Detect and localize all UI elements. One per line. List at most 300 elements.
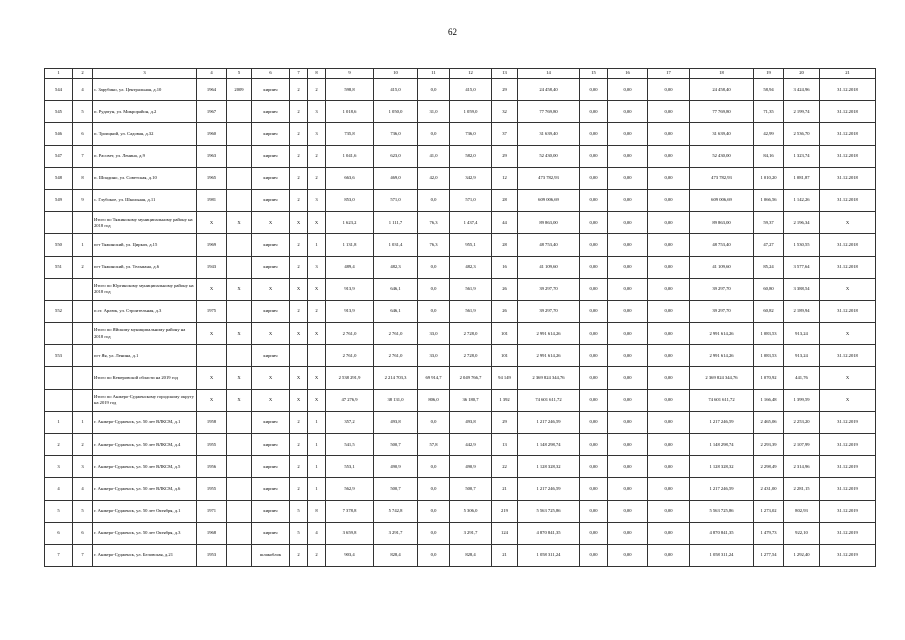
table-cell: 3 [308, 256, 326, 278]
table-cell: 415,0 [450, 79, 492, 101]
table-cell: 0,00 [580, 123, 608, 145]
table-cell: 31.12.2018 [820, 300, 876, 322]
table-cell: 0,00 [608, 278, 648, 300]
table-cell: 8 [308, 500, 326, 522]
table-cell: г. Анжеро-Судженск, ул. 50 лет Октября, д.3 [93, 522, 197, 544]
table-cell [73, 300, 93, 322]
table-cell: 1 323,74 [784, 145, 820, 167]
table-cell: X [252, 323, 290, 345]
table-cell: 623,0 [374, 145, 418, 167]
table-row [45, 278, 876, 300]
table-row [45, 411, 876, 433]
table-row [45, 189, 876, 211]
table-cell: 0,00 [648, 323, 690, 345]
table-cell: 500,7 [374, 434, 418, 456]
column-header: 9 [326, 69, 374, 79]
table-cell: 2 [308, 167, 326, 189]
table-cell [73, 345, 93, 367]
table-cell: 0,00 [648, 101, 690, 123]
table-row [45, 323, 876, 345]
table-cell: 493,8 [374, 411, 418, 433]
table-cell: 1963 [197, 145, 227, 167]
table-cell [45, 212, 73, 234]
table-cell: 2 298,49 [754, 456, 784, 478]
table-cell: 9 [73, 189, 93, 211]
table-cell: 2 [290, 256, 308, 278]
table-cell: 31 639,40 [518, 123, 580, 145]
table-cell: 2 728,0 [450, 345, 492, 367]
table-cell: 0,0 [418, 500, 450, 522]
table-cell: 31.12.2019 [820, 500, 876, 522]
table-cell: 32 [492, 101, 518, 123]
table-cell: 31.12.2018 [820, 167, 876, 189]
table-cell: п. Рассвет, ул. Ленина, д.9 [93, 145, 197, 167]
column-header: 3 [93, 69, 197, 79]
table-cell: 2 761,0 [326, 345, 374, 367]
table-cell [227, 456, 252, 478]
table-cell: 955,1 [450, 234, 492, 256]
table-cell: 442,9 [450, 434, 492, 456]
table-cell: 2 761,0 [374, 323, 418, 345]
table-cell: 2 199,74 [784, 101, 820, 123]
table-cell: X [820, 367, 876, 389]
table-cell: 561,9 [450, 278, 492, 300]
table-cell: 31 639,40 [690, 123, 754, 145]
table-cell: 31.12.2018 [820, 101, 876, 123]
table-cell: 4 [73, 79, 93, 101]
table-cell: 2 253,20 [784, 411, 820, 433]
table-cell: 0,00 [648, 189, 690, 211]
table-cell: 57,8 [418, 434, 450, 456]
table-cell: 2 [290, 145, 308, 167]
table-cell: п. Троицкий, ул. Садовая, д.32 [93, 123, 197, 145]
table-cell: 0,00 [608, 167, 648, 189]
table-cell: 4 [45, 478, 73, 500]
table-cell: 52 430,00 [518, 145, 580, 167]
table-cell: 1965 [197, 167, 227, 189]
table-cell: 6 [73, 123, 93, 145]
table-cell: 0,0 [418, 456, 450, 478]
table-cell: 1 041,6 [326, 145, 374, 167]
table-cell: 0,00 [580, 522, 608, 544]
table-cell: 2 [290, 79, 308, 101]
table-cell: 0,00 [648, 145, 690, 167]
table-cell: X [197, 278, 227, 300]
table-cell: 2 [308, 145, 326, 167]
table-cell: 2 [290, 456, 308, 478]
table-cell [227, 101, 252, 123]
table-cell: X [820, 212, 876, 234]
table-cell: X [290, 367, 308, 389]
column-header: 7 [290, 69, 308, 79]
table-cell: 52 430,00 [690, 145, 754, 167]
table-cell: 31.12.2019 [820, 434, 876, 456]
table-cell: 1975 [197, 300, 227, 322]
table-cell: 31.12.2018 [820, 189, 876, 211]
table-cell: 74 601 611,72 [690, 389, 754, 411]
table-cell: 1 437,4 [450, 212, 492, 234]
table-cell: пгт Тяжинский, ул. Тельмана, д.6 [93, 256, 197, 278]
table-cell: 2 991 614,26 [518, 323, 580, 345]
table-cell: 2009 [227, 79, 252, 101]
table-cell: 3 291,7 [374, 522, 418, 544]
table-cell: 48 753,40 [690, 234, 754, 256]
table-cell: 2 [73, 256, 93, 278]
table-cell: 5 563 725,86 [518, 500, 580, 522]
table-cell: 41 109,60 [518, 256, 580, 278]
table-cell: 1 530,55 [784, 234, 820, 256]
table-cell: 0,00 [580, 323, 608, 345]
table-cell: 736,0 [374, 123, 418, 145]
table-cell: 2 [290, 189, 308, 211]
table-cell: 1 128 328,32 [518, 456, 580, 478]
table-row [45, 212, 876, 234]
table-cell: 12 [492, 167, 518, 189]
table-cell: 1 058 311,24 [518, 544, 580, 566]
column-header: 14 [518, 69, 580, 79]
table-cell: X [197, 389, 227, 411]
table-cell: 2 293,39 [754, 434, 784, 456]
table-cell: 1 010,20 [754, 167, 784, 189]
table-row [45, 522, 876, 544]
table-cell: кирпич [252, 456, 290, 478]
table-cell: 89 863,00 [518, 212, 580, 234]
table-row [45, 300, 876, 322]
table-cell: 342,9 [450, 167, 492, 189]
table-cell: 0,00 [648, 234, 690, 256]
table-cell: 3 [73, 456, 93, 478]
table-cell: 1 217 246,59 [690, 478, 754, 500]
table-cell: 552 [45, 300, 73, 322]
table-cell: 69 914,7 [418, 367, 450, 389]
table-cell: 473 782,93 [518, 167, 580, 189]
table-cell [73, 389, 93, 411]
table-cell [227, 167, 252, 189]
table-row [45, 345, 876, 367]
table-cell: 663,6 [326, 167, 374, 189]
table-cell: 29 [492, 79, 518, 101]
table-cell: 2 214 703,3 [374, 367, 418, 389]
table-cell: 3 577,64 [784, 256, 820, 278]
table-cell: 2 [308, 544, 326, 566]
table-cell: 1 128 328,32 [690, 456, 754, 478]
table-cell: 1 [308, 456, 326, 478]
table-cell: 219 [492, 500, 518, 522]
table-cell: 0,00 [580, 256, 608, 278]
table-cell: 357,2 [326, 411, 374, 433]
table-cell: 1 070,92 [754, 367, 784, 389]
table-cell: 853,0 [326, 189, 374, 211]
table-cell: 913,24 [784, 345, 820, 367]
table-cell: 4 870 841,35 [690, 522, 754, 544]
table-cell: 2 189,94 [784, 300, 820, 322]
table-cell: 0,00 [608, 101, 648, 123]
table-cell: 482,3 [450, 256, 492, 278]
table-cell: 1 083,53 [754, 323, 784, 345]
table-cell: 1967 [197, 101, 227, 123]
column-header: 1 [45, 69, 73, 79]
table-cell: 0,00 [608, 234, 648, 256]
table-cell: 548 [45, 167, 73, 189]
table-cell: 22 [492, 456, 518, 478]
header-row [45, 69, 876, 79]
table-cell: 828,4 [374, 544, 418, 566]
table-cell: 3 659,8 [326, 522, 374, 544]
table-cell: 562,9 [326, 478, 374, 500]
table-cell: 1 [308, 234, 326, 256]
table-cell: X [227, 323, 252, 345]
table-cell: X [290, 389, 308, 411]
table-cell [73, 278, 93, 300]
table-cell [227, 434, 252, 456]
table-row [45, 367, 876, 389]
table-cell: 0,00 [648, 522, 690, 544]
column-header: 5 [227, 69, 252, 79]
table-cell: 0,00 [608, 367, 648, 389]
table-cell: г. Анжеро-Судженск, ул. 50 лет Октября, д.1 [93, 500, 197, 522]
table-cell: 24 458,40 [690, 79, 754, 101]
table-cell: 541,5 [326, 434, 374, 456]
table-cell: 31.12.2018 [820, 145, 876, 167]
table-cell: 31.12.2019 [820, 522, 876, 544]
table-cell [227, 478, 252, 500]
table-cell: 5 563 725,86 [690, 500, 754, 522]
table-cell: 0,0 [418, 522, 450, 544]
table-cell: 500,7 [450, 478, 492, 500]
table-cell: кирпич [252, 500, 290, 522]
table-cell: 646,1 [374, 278, 418, 300]
table-cell: 1 018,6 [326, 101, 374, 123]
table-cell: 21 [492, 544, 518, 566]
table-cell: кирпич [252, 256, 290, 278]
table-cell: 85,24 [754, 256, 784, 278]
table-cell: 29 [492, 145, 518, 167]
table-cell: 0,00 [648, 434, 690, 456]
column-header: 12 [450, 69, 492, 79]
table-cell: г. Анжеро-Судженск, ул. 50 лет ВЛКСМ, д.5 [93, 456, 197, 478]
table-cell: 2 [290, 544, 308, 566]
table-cell: 26 [492, 300, 518, 322]
table-cell: кирпич [252, 234, 290, 256]
table-cell: 5 [73, 101, 93, 123]
table-cell: 2 536,70 [784, 123, 820, 145]
table-row [45, 167, 876, 189]
table-cell: кирпич [252, 189, 290, 211]
table-cell: 2 991 614,26 [518, 345, 580, 367]
table-cell: г. Анжеро-Судженск, ул. Беловская, д.21 [93, 544, 197, 566]
column-header: 4 [197, 69, 227, 79]
table-cell: 5 [45, 500, 73, 522]
table-cell: 0,0 [418, 300, 450, 322]
column-header: 10 [374, 69, 418, 79]
table-cell: с. Зарубино, ул. Центральная, д.10 [93, 79, 197, 101]
table-row [45, 500, 876, 522]
table-cell: 48 753,40 [518, 234, 580, 256]
table-cell: 1 623,2 [326, 212, 374, 234]
table-cell: 3 [45, 456, 73, 478]
table-cell: 736,0 [450, 123, 492, 145]
table-cell: 553 [45, 345, 73, 367]
table-cell: 2 369 824 344,76 [518, 367, 580, 389]
table-cell [227, 189, 252, 211]
table-cell: 36 180,7 [450, 389, 492, 411]
table-cell: 2 [290, 234, 308, 256]
column-header: 6 [252, 69, 290, 79]
table-cell [227, 256, 252, 278]
page-number: 62 [448, 27, 457, 37]
table-cell: X [820, 323, 876, 345]
table-cell: 101 [492, 323, 518, 345]
table-cell: 0,00 [648, 544, 690, 566]
table-cell: 71,35 [754, 101, 784, 123]
table-cell: 1 059,0 [450, 101, 492, 123]
table-cell: 0,00 [580, 145, 608, 167]
table-cell: 0,00 [608, 522, 648, 544]
table-cell: 39 297,70 [690, 300, 754, 322]
table-cell: кирпич [252, 300, 290, 322]
table-cell: 546 [45, 123, 73, 145]
column-header: 2 [73, 69, 93, 79]
table-cell: X [290, 323, 308, 345]
table-cell: 47 276,9 [326, 389, 374, 411]
table-cell: 913,9 [326, 300, 374, 322]
table-cell: 0,00 [580, 500, 608, 522]
table-cell: 44 [492, 212, 518, 234]
table-cell: 0,00 [648, 478, 690, 500]
table-cell: 60,80 [754, 278, 784, 300]
table-cell: 2 [45, 434, 73, 456]
table-cell: 3 388,54 [784, 278, 820, 300]
table-cell: 0,0 [418, 544, 450, 566]
table-cell: 1 066,56 [754, 189, 784, 211]
table-cell: 2 314,96 [784, 456, 820, 478]
table-cell: 1 142,26 [784, 189, 820, 211]
table-cell: 1955 [197, 434, 227, 456]
table-cell: 2 761,0 [374, 345, 418, 367]
table-cell [197, 345, 227, 367]
table-cell: 4 [73, 478, 93, 500]
table-cell: 598,8 [326, 79, 374, 101]
table-cell: 6 [45, 522, 73, 544]
table-cell: 415,0 [374, 79, 418, 101]
table-cell: X [227, 389, 252, 411]
table-cell: п.ст. Арлюк, ул. Строительная, д.3 [93, 300, 197, 322]
table-cell: 545 [45, 101, 73, 123]
table-cell: 0,00 [648, 256, 690, 278]
table-cell: X [290, 278, 308, 300]
table-row [45, 256, 876, 278]
table-cell: 41 109,60 [690, 256, 754, 278]
table-cell: Итого по Анжеро-Судженскому городскому округу на 2019 год [93, 389, 197, 411]
table-cell: 1968 [197, 522, 227, 544]
table-cell: Итого по Юргинскому муниципальному району на 2018 год [93, 278, 197, 300]
table-cell: 441,76 [784, 367, 820, 389]
table-cell [45, 389, 73, 411]
table-cell: X [308, 367, 326, 389]
table-cell: 76,3 [418, 212, 450, 234]
table-cell: 0,00 [648, 167, 690, 189]
table-cell [73, 212, 93, 234]
table-cell: 77 769,80 [518, 101, 580, 123]
table-cell: X [227, 212, 252, 234]
table-cell: 1955 [197, 478, 227, 500]
table-cell: 0,00 [608, 256, 648, 278]
table-cell: п. Рудатун, ул. Микрорайон, д.2 [93, 101, 197, 123]
table-cell: 571,0 [450, 189, 492, 211]
table-cell: 37 [492, 123, 518, 145]
table-cell: шлакоблок [252, 544, 290, 566]
column-header: 16 [608, 69, 648, 79]
table-cell: 0,0 [418, 79, 450, 101]
table-cell: г. Анжеро-Судженск, ул. 50 лет ВЛКСМ, д.4 [93, 434, 197, 456]
table-cell: 2 [290, 300, 308, 322]
table-cell [227, 522, 252, 544]
table-cell: 3 291,7 [450, 522, 492, 544]
table-cell: 26 [492, 278, 518, 300]
table-cell: 1958 [197, 411, 227, 433]
table-cell: Итого по Яйскому муниципальному району на 2018 год [93, 323, 197, 345]
table-cell: 2 [308, 300, 326, 322]
table-cell: 2 538 291,9 [326, 367, 374, 389]
table-cell: г. Анжеро-Судженск, ул. 50 лет ВЛКСМ, д.1 [93, 411, 197, 433]
table-cell: 0,0 [418, 189, 450, 211]
table-cell: 0,00 [608, 323, 648, 345]
table-cell: 1 [45, 411, 73, 433]
table-cell: 490,9 [450, 456, 492, 478]
table-cell: 0,00 [580, 101, 608, 123]
table-cell: 0,00 [608, 434, 648, 456]
table-cell: 913,9 [326, 278, 374, 300]
table-cell: 828,4 [450, 544, 492, 566]
table-row [45, 145, 876, 167]
column-header: 8 [308, 69, 326, 79]
table-cell: 549 [45, 189, 73, 211]
table-row [45, 434, 876, 456]
table-cell: 31.12.2019 [820, 478, 876, 500]
table-cell: 2 [290, 123, 308, 145]
table-cell: 74 601 611,72 [518, 389, 580, 411]
table-row [45, 101, 876, 123]
table-cell: 28 [492, 189, 518, 211]
table-cell: 1 058 311,24 [690, 544, 754, 566]
table-cell: Итого по Тяжинскому муниципальному району на 2018 год [93, 212, 197, 234]
table-cell: 2 [73, 434, 93, 456]
table-cell: 2 [290, 411, 308, 433]
table-cell: 47,27 [754, 234, 784, 256]
table-cell: X [197, 323, 227, 345]
table-cell [227, 500, 252, 522]
table-cell: 13 [492, 434, 518, 456]
table-cell: 16 [492, 256, 518, 278]
table-cell: 39 297,70 [690, 278, 754, 300]
table-cell: кирпич [252, 123, 290, 145]
table-cell: 0,00 [580, 434, 608, 456]
table-cell: с. Глубокое, ул. Школьная, д.11 [93, 189, 197, 211]
table-cell: 2 281,15 [784, 478, 820, 500]
table-cell [308, 345, 326, 367]
table-cell: 76,3 [418, 234, 450, 256]
table-cell: 0,00 [608, 544, 648, 566]
table-cell: 0,00 [580, 79, 608, 101]
table-cell: 38 131,0 [374, 389, 418, 411]
column-header: 18 [690, 69, 754, 79]
table-cell: 39 297,70 [518, 300, 580, 322]
table-cell: 1 273,02 [754, 500, 784, 522]
table-cell: 0,00 [648, 79, 690, 101]
table-cell: 1956 [197, 456, 227, 478]
table-row [45, 79, 876, 101]
table-cell: X [197, 367, 227, 389]
